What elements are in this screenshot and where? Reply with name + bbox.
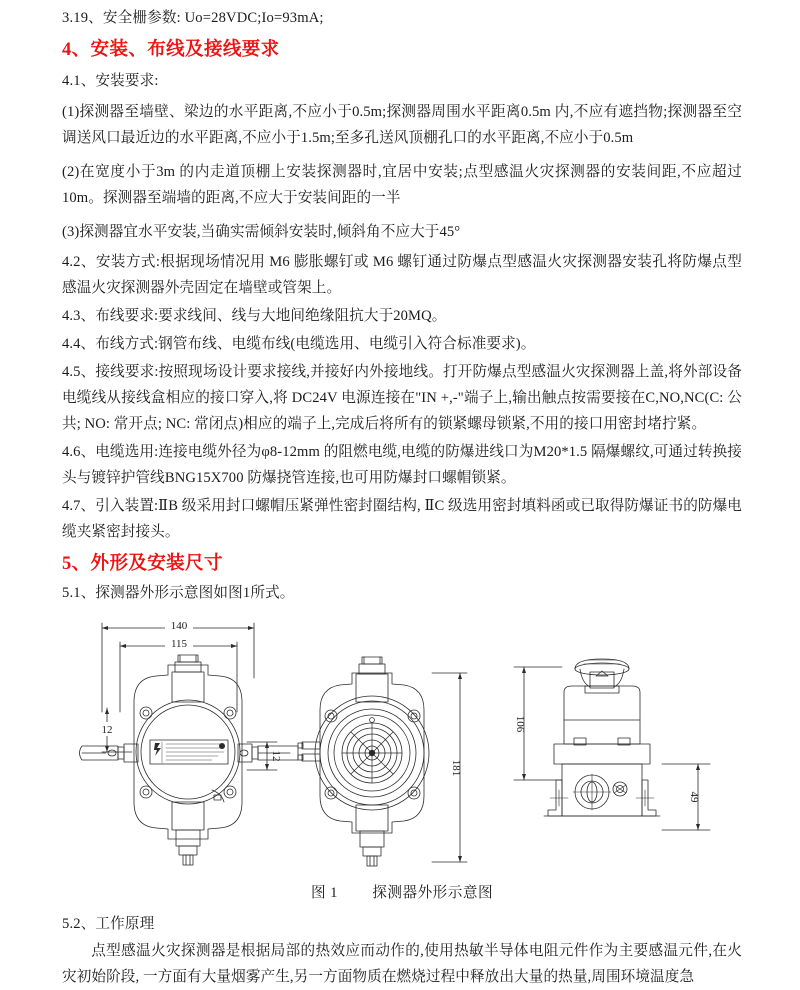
item-4-1-label: 4.1、安装要求: bbox=[62, 72, 159, 89]
item-5-2-label: 5.2、工作原理 bbox=[62, 915, 155, 932]
view-3-side-elevation bbox=[514, 659, 710, 830]
item-4-6: 4.6、电缆选用:连接电缆外径为φ8-12mm 的阻燃电缆,电缆的防爆进线口为M20*1.5 隔爆螺纹,可通过转换接头与镀锌护管线BNG15X700 防爆挠管连接,也可用防爆封口螺帽锁紧。 bbox=[62, 444, 742, 486]
section-heading-4: 4、安装、布线及接线要求 bbox=[62, 39, 280, 60]
spacer bbox=[62, 211, 742, 219]
dim-12-left-label: 12 bbox=[101, 723, 113, 736]
item-5-2-body: 点型感温火灾探测器是根据局部的热效应而动作的,使用热敏半导体电阻元件作为主要感温元件,在火灾初始阶段, 一方面有大量烟雾产生,另一方面物质在燃烧过程中释放出大量的热量,周围环境温度急 bbox=[62, 943, 742, 985]
dim-12-right-label: 12 bbox=[270, 750, 282, 761]
view-2-sensor-face bbox=[298, 657, 467, 866]
item-4-7: 4.7、引入装置:ⅡB 级采用封口螺帽压紧弹性密封圈结构, ⅡC 级选用密封填料函或已取得防爆证书的防爆电缆夹紧密封接头。 bbox=[62, 498, 742, 540]
item-4-2: 4.2、安装方式:根据现场情况用 M6 膨胀螺钉或 M6 螺钉通过防爆点型感温火灾探测器安装孔将防爆点型感温火灾探测器外壳固定在墙壁或管架上。 bbox=[62, 254, 742, 296]
figure-caption-label: 图 1 bbox=[310, 884, 338, 901]
detector-outline-drawings bbox=[62, 612, 742, 880]
dim-106-label: 106 bbox=[514, 715, 526, 732]
figure-1-drawings bbox=[62, 612, 742, 880]
spec-line-3-19: 3.19、安全栅参数: Uo=28VDC;Io=93mA; bbox=[62, 10, 324, 26]
item-4-3: 4.3、布线要求:要求线间、线与大地间绝缘阻抗大于20MQ。 bbox=[62, 308, 447, 324]
item-4-1-2: (2)在宽度小于3m 的内走道顶棚上安装探测器时,宜居中安装;点型感温火灾探测器的安装间距,不应超过10m。探测器至端墙的距离,不应大于安装间距的一半 bbox=[62, 164, 742, 206]
dim-49-label: 49 bbox=[688, 791, 700, 802]
item-4-1-3: (3)探测器宜水平安装,当确实需倾斜安装时,倾斜角不应大于45° bbox=[62, 224, 461, 240]
spacer bbox=[62, 904, 742, 912]
dim-140-label: 140 bbox=[170, 619, 188, 632]
dim-115-label: 115 bbox=[170, 637, 188, 650]
item-4-4: 4.4、布线方式:钢管布线、电缆布线(电缆选用、电缆引入符合标准要求)。 bbox=[62, 336, 536, 352]
item-5-1: 5.1、探测器外形示意图如图1所式。 bbox=[62, 585, 295, 601]
item-4-5: 4.5、接线要求:按照现场设计要求接线,并接好内外接地线。打开防爆点型感温火灾探测器上盖,将外部设备电缆线从接线盒相应的接口穿入,将 DC24V 电源连接在"IN +,-"端子上,输出触点按需要接在C,NO,NC(C: 公共; NO: 常开点; NC: 常闭点)相应的端子上,完成后将所有的锁紧螺母锁紧,不用的接口用密封堵拧紧。 bbox=[62, 364, 742, 432]
dim-181-label: 181 bbox=[450, 759, 462, 776]
figure-caption-text: 探测器外形示意图 bbox=[372, 884, 494, 901]
item-4-1-1: (1)探测器至墙壁、梁边的水平距离,不应小于0.5m;探测器周围水平距离0.5m 内,不应有遮挡物;探测器至空调送风口最近边的水平距离,不应小于1.5m;至多孔送风顶棚孔口的水平距离,不应小于0.5m bbox=[62, 104, 742, 146]
figure-1-caption bbox=[62, 882, 742, 904]
section-heading-5: 5、外形及安装尺寸 bbox=[62, 554, 223, 574]
spacer bbox=[62, 151, 742, 159]
view-1-front bbox=[80, 623, 299, 865]
